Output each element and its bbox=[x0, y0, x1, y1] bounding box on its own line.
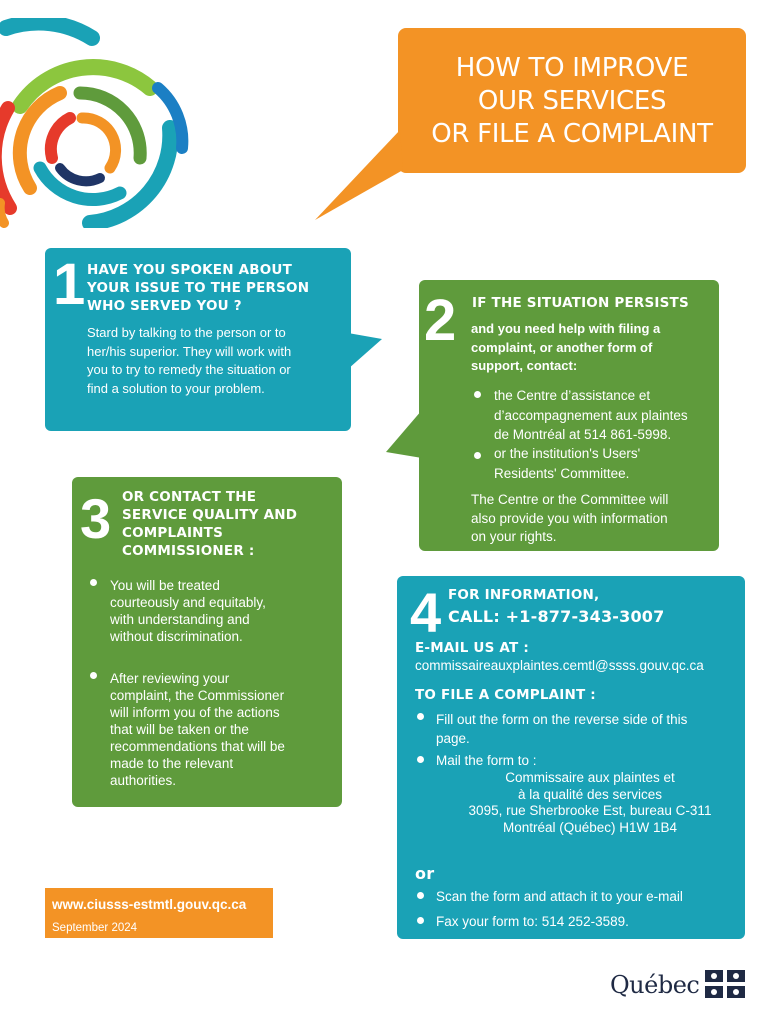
step1-body-line: her/his superior. They will work with bbox=[87, 343, 292, 359]
step3-bullet1-line: without discrimination. bbox=[110, 629, 243, 644]
step3-bullet2-line: made to the relevant bbox=[110, 756, 234, 771]
step4-number: 4 bbox=[410, 581, 442, 644]
step4-address-line: 3095, rue Sherbrooke Est, bureau C-311 bbox=[468, 803, 712, 818]
step2-bullet1 bbox=[494, 386, 716, 445]
step4-file-bullet1 bbox=[436, 710, 736, 748]
step2-bullet-dot bbox=[474, 452, 481, 459]
step4-address-line: Montréal (Québec) H1W 1B4 bbox=[502, 819, 678, 835]
step3-bullet2 bbox=[110, 670, 338, 789]
step2-bullet2-line: or the institution's Users' bbox=[494, 446, 641, 461]
step3-number: 3 bbox=[80, 487, 112, 550]
step3-heading bbox=[122, 488, 337, 560]
step3-bullet1-line: You will be treated bbox=[110, 578, 220, 593]
header-title bbox=[398, 52, 746, 151]
step4-bullet-dot bbox=[417, 917, 424, 924]
step4-fax-bullet: Fax your form to: 514 252-3589. bbox=[436, 914, 629, 929]
step3-bullet1-line: courteously and equitably, bbox=[110, 595, 266, 610]
step3-bullet2-line: After reviewing your bbox=[110, 671, 230, 686]
step4-file-bullet1-line: page. bbox=[436, 731, 470, 746]
step1-body bbox=[87, 324, 347, 398]
step1-body-line: you to try to remedy the situation or bbox=[87, 362, 291, 377]
step3-bullet1 bbox=[110, 577, 338, 645]
step4-email-heading: E-MAIL US AT : bbox=[415, 640, 529, 656]
step3-heading-line: SERVICE QUALITY AND bbox=[122, 507, 298, 523]
step4-or-label: or bbox=[415, 864, 435, 883]
step1-number: 1 bbox=[53, 252, 86, 317]
step3-heading-line: COMMISSIONER : bbox=[122, 543, 255, 559]
step2-bullet-dot bbox=[474, 391, 481, 398]
step2-bullet2 bbox=[494, 444, 716, 483]
step4-bullet-dot bbox=[417, 756, 424, 763]
step2-number: 2 bbox=[424, 288, 457, 353]
step1-heading bbox=[87, 261, 347, 315]
step3-bullet2-line: that will be taken or the bbox=[110, 722, 249, 737]
step4-address bbox=[440, 770, 740, 836]
concentric-arcs-logo-icon bbox=[0, 18, 200, 228]
step3-bullet-dot bbox=[90, 579, 97, 586]
header-title-line: HOW TO IMPROVE bbox=[455, 53, 689, 83]
step4-bullet-dot bbox=[417, 892, 424, 899]
header-bubble-tail bbox=[315, 130, 405, 222]
step4-file-bullet2: Mail the form to : bbox=[436, 753, 537, 768]
step2-subheading-line: support, contact: bbox=[471, 358, 578, 373]
quebec-fleurdelise-flag-icon bbox=[705, 970, 745, 998]
step4-file-heading: TO FILE A COMPLAINT : bbox=[415, 687, 596, 703]
step4-address-line: à la qualité des services bbox=[517, 786, 663, 802]
header-title-line: OR FILE A COMPLAINT bbox=[431, 119, 713, 149]
step2-bubble-tail bbox=[386, 410, 422, 460]
step2-footer-line: on your rights. bbox=[471, 529, 557, 544]
step4-email-link[interactable]: commissaireauxplaintes.cemtl@ssss.gouv.qc.ca bbox=[415, 658, 704, 673]
step2-footer-line: The Centre or the Committee will bbox=[471, 492, 669, 507]
step1-heading-line: WHO SERVED YOU ? bbox=[87, 298, 242, 314]
step3-heading-line: COMPLAINTS bbox=[122, 525, 224, 541]
step3-bullet2-line: recommendations that will be bbox=[110, 739, 285, 754]
quebec-logo: Québec bbox=[610, 971, 700, 999]
step2-subheading-line: complaint, or another form of bbox=[471, 339, 653, 355]
step2-footer-line: also provide you with information bbox=[471, 510, 668, 526]
step4-file-bullet1-line: Fill out the form on the reverse side of this bbox=[436, 712, 688, 727]
step3-bullet2-line: authorities. bbox=[110, 773, 177, 788]
step4-info-heading: FOR INFORMATION, bbox=[448, 587, 600, 603]
header-title-line: OUR SERVICES bbox=[477, 86, 667, 116]
step2-subheading-line: and you need help with filing a bbox=[471, 321, 661, 336]
step3-bullet-dot bbox=[90, 672, 97, 679]
footer-date: September 2024 bbox=[52, 922, 138, 934]
step1-body-line: find a solution to your problem. bbox=[87, 380, 265, 396]
step1-bubble-tail bbox=[348, 333, 382, 371]
step4-address-line: Commissaire aux plaintes et bbox=[505, 770, 675, 785]
step4-bullet-dot bbox=[417, 713, 424, 720]
step2-bullet2-line: Residents' Committee. bbox=[494, 465, 630, 481]
step2-bullet1-line: de Montréal at 514 861-5998. bbox=[494, 427, 672, 442]
step3-heading-line: OR CONTACT THE bbox=[122, 489, 257, 505]
step2-subheading bbox=[471, 320, 716, 376]
step1-heading-line: HAVE YOU SPOKEN ABOUT bbox=[87, 262, 292, 278]
step2-bullet1-line: d’accompagnement aux plaintes bbox=[494, 407, 688, 423]
step1-heading-line: YOUR ISSUE TO THE PERSON bbox=[87, 280, 310, 296]
footer-url-link[interactable]: www.ciusss-estmtl.gouv.qc.ca bbox=[52, 897, 247, 912]
step4-scan-bullet: Scan the form and attach it to your e-mail bbox=[436, 889, 683, 904]
step4-call: CALL: +1-877-343-3007 bbox=[448, 607, 665, 626]
step1-body-line: Stard by talking to the person or to bbox=[87, 325, 286, 340]
step2-bullet1-line: the Centre d’assistance et bbox=[494, 388, 651, 403]
step2-footer bbox=[471, 491, 716, 547]
step2-heading: IF THE SITUATION PERSISTS bbox=[472, 295, 689, 311]
step3-bullet2-line: complaint, the Commissioner bbox=[110, 688, 285, 703]
step3-bullet1-line: with understanding and bbox=[110, 612, 250, 627]
step3-bullet2-line: will inform you of the actions bbox=[110, 705, 280, 720]
